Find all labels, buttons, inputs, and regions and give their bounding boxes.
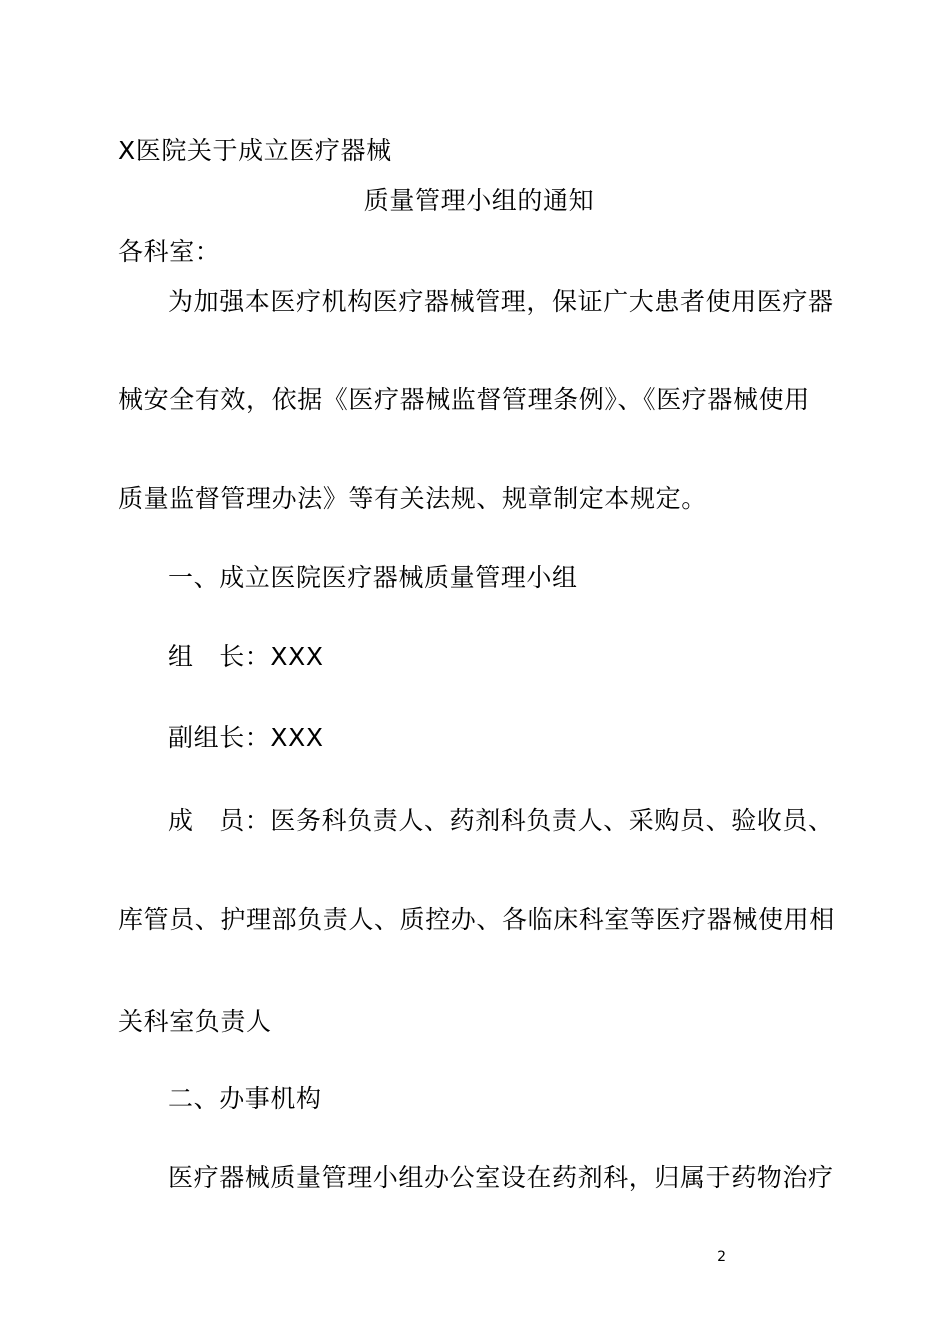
members-line-1: 成 员：医务科负责人、药剂科负责人、采购员、验收员、 [168,806,834,835]
notice-title-line-1: X医院关于成立医疗器械 [118,136,392,165]
paragraph-2-line-1: 医疗器械质量管理小组办公室设在药剂科，归属于药物治疗 [168,1163,834,1192]
salutation: 各科室： [118,237,221,266]
paragraph-1-line-3: 质量监督管理办法》等有关法规、规章制定本规定。 [118,484,707,513]
notice-title-line-2: 质量管理小组的通知 [363,186,595,215]
members-line-2: 库管员、护理部负责人、质控办、各临床科室等医疗器械使用相 [118,905,835,934]
deputy-leader-line: 副组长：XXX [168,723,324,752]
leader-line: 组 长：XXX [168,642,324,671]
members-line-3: 关科室负责人 [118,1007,272,1036]
section-2-heading: 二、办事机构 [168,1084,322,1113]
section-1-heading: 一、成立医院医疗器械质量管理小组 [168,563,578,592]
paragraph-1-line-1: 为加强本医疗机构医疗器械管理，保证广大患者使用医疗器 [168,287,834,316]
paragraph-1-line-2: 械安全有效，依据《医疗器械监督管理条例》、《医疗器械使用 [118,385,810,414]
page-number: 2 [717,1249,726,1265]
